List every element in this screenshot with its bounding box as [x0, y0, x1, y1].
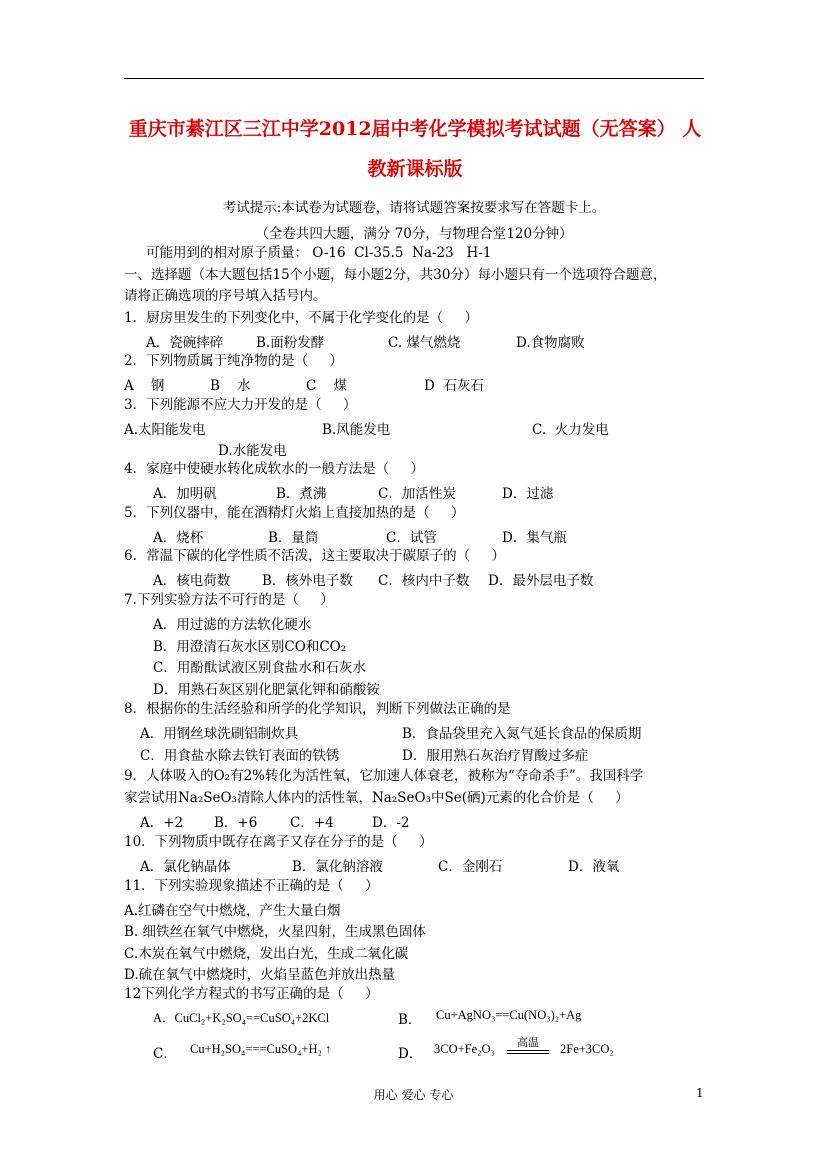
q3-option-c: C. 火力发电 [532, 422, 609, 438]
q1-option-d: D.食物腐败 [516, 335, 585, 351]
q6-option-c: C．核内中子数 [378, 573, 470, 589]
q4-option-b: B．煮沸 [276, 486, 327, 502]
atomic-masses: 可能用到的相对原子质量： O-16 Cl-35.5 Na-23 H-1 [146, 245, 492, 261]
q12-option-a: A．CuCl₂+K₂SO₄==CuSO₄+2KCl [153, 1011, 330, 1025]
q10-option-d: D．液氧 [568, 859, 620, 875]
q4-option-a: A．加明矾 [153, 486, 217, 502]
q12-option-b-label: B． [398, 1012, 422, 1028]
q8-option-a: A．用钢丝球洗刷铝制炊具 [140, 726, 299, 742]
q2-stem: 2．下列物质属于纯净物的是（ ） [124, 353, 344, 369]
q8-option-b: B．食品袋里充入氮气延长食品的保质期 [402, 726, 642, 742]
q1-stem: 1．厨房里发生的下列变化中，不属于化学变化的是（ ） [124, 310, 479, 326]
page-number: 1 [696, 1086, 704, 1100]
q6-option-a: A．核电荷数 [153, 573, 231, 589]
q12-reaction-condition: 高温 [517, 1036, 539, 1049]
q3-option-b: B.风能发电 [322, 422, 391, 438]
q11-option-b: B. 细铁丝在氧气中燃烧，火星四射，生成黑色固体 [124, 924, 427, 940]
q1-option-a: A．瓷碗摔碎 [146, 335, 224, 351]
q7-option-c: C．用酚酞试液区别食盐水和石灰水 [153, 660, 366, 676]
q8-stem: 8．根据你的生活经验和所学的化学知识，判断下列做法正确的是 [124, 701, 511, 717]
q10-option-a: A．氯化钠晶体 [140, 859, 231, 875]
q7-option-d: D．用熟石灰区别化肥氯化钾和硝酸铵 [153, 682, 380, 698]
q9-option-a: A．+2 [140, 815, 184, 831]
q12-equals-bar-top [507, 1050, 549, 1051]
q12-option-c-label: C． [153, 1046, 177, 1062]
q5-option-d: D．集气瓶 [502, 530, 567, 546]
q12-equals-bar-bottom [507, 1053, 549, 1054]
q11-option-d: D.硫在氧气中燃烧时，火焰呈蓝色并放出热量 [124, 967, 396, 983]
q9-option-b: B．+6 [214, 815, 258, 831]
q7-stem: 7.下列实验方法不可行的是（ ） [124, 592, 334, 608]
q6-option-d: D．最外层电子数 [488, 573, 594, 589]
header-rule [124, 78, 704, 79]
q8-option-c: C．用食盐水除去铁钉表面的铁锈 [140, 748, 340, 764]
title-line-1: 重庆市綦江区三江中学2012届中考化学模拟考试试题（无答案） 人 [128, 118, 702, 140]
q11-option-c: C.木炭在氧气中燃烧，发出白光，生成二氧化碳 [124, 946, 409, 962]
q5-option-a: A．烧杯 [153, 530, 204, 546]
q12-option-b: Cu+AgNO₃==Cu(NO₃)₂+Ag [436, 1008, 582, 1022]
q10-stem: 10．下列物质中既存在离子又存在分子的是（ ） [124, 834, 433, 850]
q7-option-a: A．用过滤的方法软化硬水 [153, 617, 312, 633]
q9-stem-2: 家尝试用Na₂SeO₃清除人体内的活性氧，Na₂SeO₃中Se(硒)元素的化合价是（ ） [124, 790, 629, 806]
q12-option-c: Cu+H₂SO₄===CuSO₄+H₂ ↑ [190, 1042, 332, 1056]
q10-option-c: C．金刚石 [438, 859, 503, 875]
q4-stem: 4．家庭中使硬水转化成软水的一般方法是（ ） [124, 461, 425, 477]
q12-option-d-right: 2Fe+3CO₂ [560, 1042, 614, 1056]
q4-option-c: C．加活性炭 [378, 486, 456, 502]
q11-option-a: A.红磷在空气中燃烧，产生大量白烟 [124, 903, 341, 919]
q9-option-d: D．-2 [372, 815, 410, 831]
q12-stem: 12下列化学方程式的书写正确的是（ ） [124, 986, 379, 1002]
q2-option-b: B 水 [210, 378, 251, 394]
q9-stem-1: 9．人体吸入的O₂有2%转化为活性氧，它加速人体衰老，被称为“夺命杀手”。我国科学 [124, 768, 644, 784]
q8-option-d: D．服用熟石灰治疗胃酸过多症 [402, 748, 589, 764]
q4-option-d: D．过滤 [502, 486, 554, 502]
q3-option-a: A.太阳能发电 [124, 422, 206, 438]
q11-stem: 11．下列实验现象描述不正确的是（ ） [124, 878, 379, 894]
title-line-2: 教新课标版 [367, 158, 463, 180]
q6-stem: 6．常温下碳的化学性质不活泼，这主要取决于碳原子的（ ） [124, 548, 506, 564]
exam-tip: 考试提示:本试卷为试题卷，请将试题答案按要求写在答题卡上。 [222, 200, 606, 216]
q7-option-b: B．用澄清石灰水区别CO和CO₂ [153, 639, 347, 655]
footer-text: 用心 爱心 专心 [373, 1088, 454, 1102]
section-heading-2: 请将正确选项的序号填入括号内。 [124, 288, 327, 304]
q5-option-c: C．试管 [386, 530, 437, 546]
q1-option-b: B.面粉发酵 [256, 335, 325, 351]
q1-option-c: C. 煤气燃烧 [388, 335, 461, 351]
q2-option-d: D 石灰石 [424, 378, 484, 394]
q12-option-d-label: D． [398, 1046, 423, 1062]
q5-option-b: B．量筒 [268, 530, 319, 546]
q10-option-b: B．氯化钠溶液 [292, 859, 383, 875]
q6-option-b: B．核外电子数 [262, 573, 353, 589]
q3-stem: 3．下列能源不应大力开发的是（ ） [124, 397, 357, 413]
q3-option-d: D.水能发电 [218, 443, 287, 459]
q12-option-d-left: 3CO+Fe₂O₃ [434, 1042, 495, 1056]
exam-info: （全卷共四大题，满分 70分，与物理合堂120分钟） [255, 226, 573, 242]
q5-stem: 5．下列仪器中，能在酒精灯火焰上直接加热的是（ ） [124, 505, 465, 521]
q2-option-c: C 煤 [306, 378, 347, 394]
q9-option-c: C．+4 [290, 815, 334, 831]
section-heading-1: 一、选择题（本大题包括15个小题，每小题2分，共30分）每小题只有一个选项符合题意， [124, 267, 667, 283]
q2-option-a: A 钢 [124, 378, 165, 394]
